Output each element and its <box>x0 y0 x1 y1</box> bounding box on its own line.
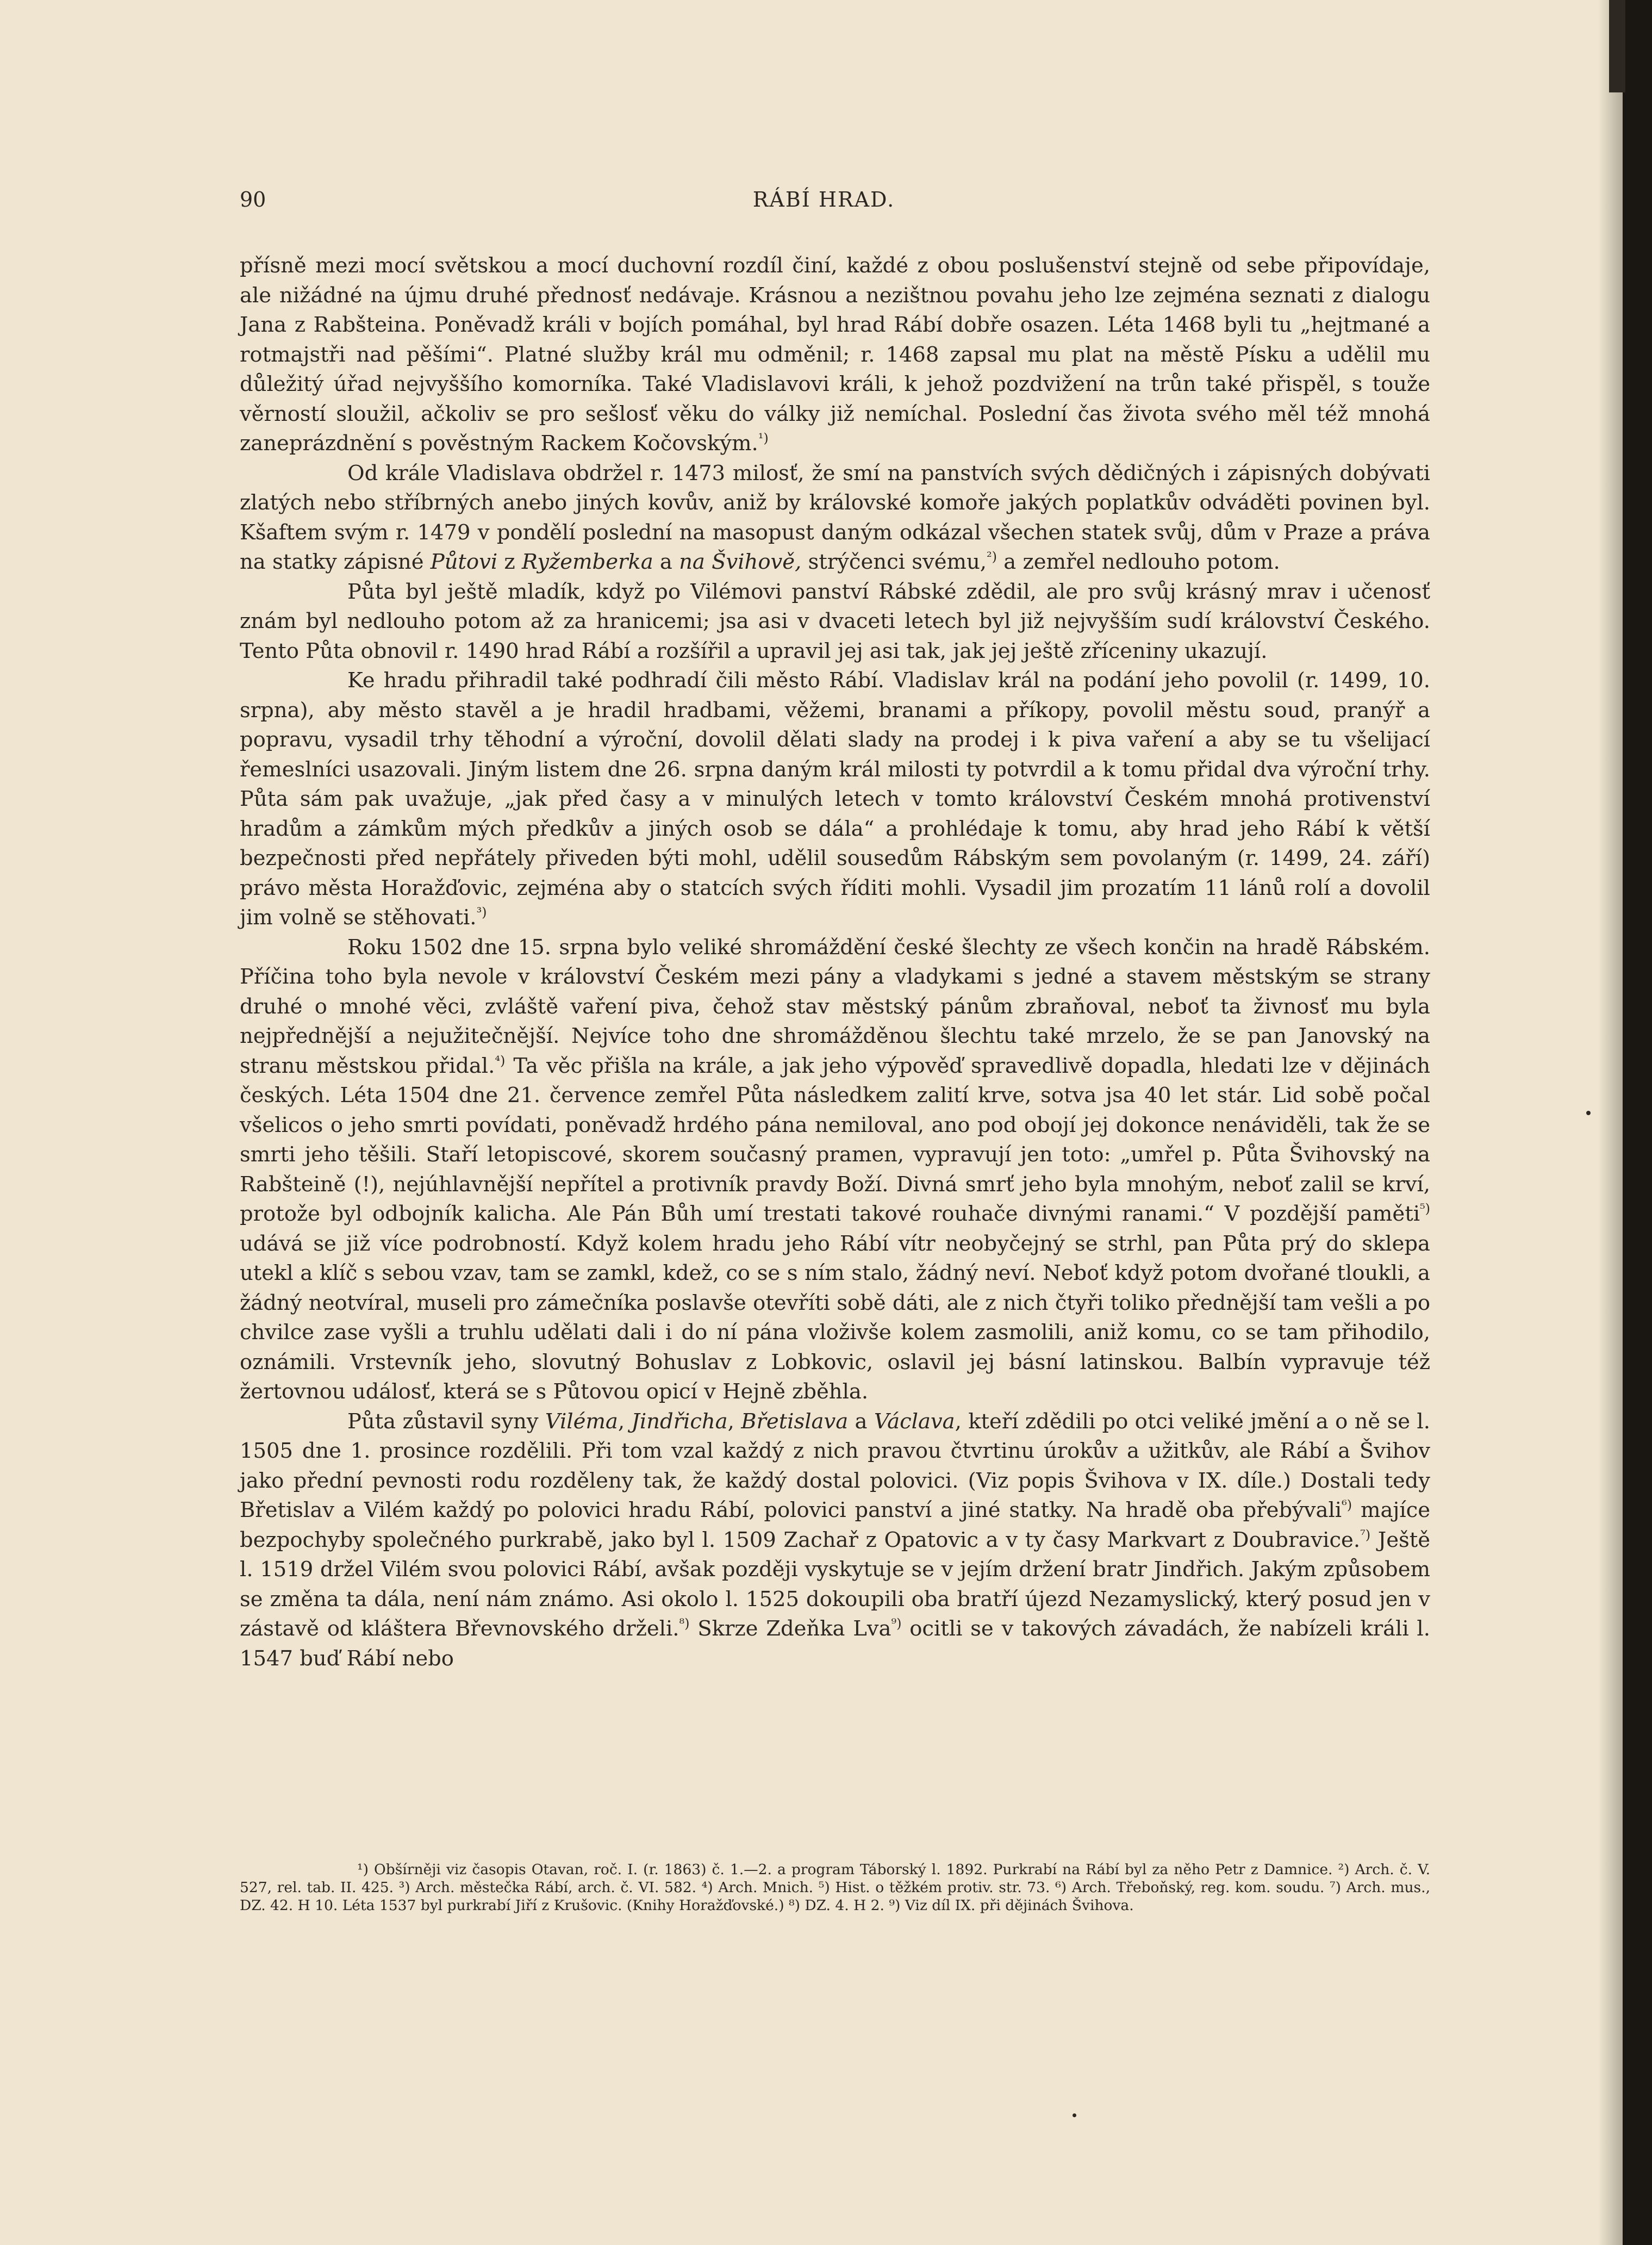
text-run: Ještě l. 1519 držel Vilém svou polovici Rábí, avšak později vyskytuje se v jejím držení bratr Jindřich. Jakým způsobem se změna ta dála, není nám známo. Asi okolo l. 1525 dokoupili oba bratří újezd Nezamyslický, který posud jen v zástavě od kláštera Břevnovského drželi. <box>240 1527 1430 1641</box>
footnote-reference: ⁹) <box>891 1616 902 1632</box>
text-run: majíce bezpochyby společného purkrabě, jako byl l. 1509 Zachař z Opatovic a v ty časy Markvart z Doubravice. <box>240 1498 1430 1552</box>
italic-name: Půtovi <box>430 550 498 574</box>
text-run: Půta zůstavil syny <box>347 1409 545 1434</box>
text-run: , kteří zdědili po otci veliké jmění a o ně se l. 1505 dne 1. prosince rozdělili. Při tom vzal každý z nich pravou čtvrtinu úrokův a užitkův, ale Rábí a Švihov jako přední pevnosti rodu rozděleny tak, že každý dostal polovici. (Viz popis Švihova v IX. díle.) Dostali tedy Břetislav a Vilém každý po polovici hradu Rábí, polovici panství a jiné statky. Na hradě oba přebývali <box>240 1409 1430 1522</box>
footnote-text: ¹) Obšírněji viz časopis Otavan, roč. I. (r. 1863) č. 1.—2. a program Táborský l. 1892. Purkrabí na Rábí byl za něho Petr z Damnice. ²) Arch. č. V. 527, rel. tab. II. 425. ³) Arch. městečka Rábí, arch. č. VI. 582. ⁴) Arch. Mnich. ⁵) Hist. o těžkém protiv. str. 73. ⁶) Arch. Třeboňský, reg. kom. soudu. ⁷) Arch. mus., DZ. 42. H 10. Léta 1537 byl purkrabí Jiří z Krušovic. (Knihy Horažďovské.) ⁸) DZ. 4. H 2. ⁹) Viz díl IX. při dějinách Švihova. <box>240 1861 1430 1914</box>
text-run: ocitli se v takových závadách, že nabízeli králi l. 1547 buď Rábí nebo <box>240 1616 1430 1671</box>
italic-name: Ryžemberka <box>521 550 653 574</box>
text-run: Skrze Zdeňka Lva <box>689 1616 892 1641</box>
page-number: 90 <box>240 188 266 212</box>
text-run: Od krále Vladislava obdržel r. 1473 milosť, že smí na panstvích svých dědičných i zápisných dobývati zlatých nebo stříbrných anebo jiných kovův, aniž by královské komoře jakých poplatkův odváděti povinen byl. Kšaftem svým r. 1479 v pondělí poslední na masopust daným odkázal všechen statek svůj, dům v Praze a práva na statky zápisné <box>240 461 1430 574</box>
text-run: Ke hradu přihradil také podhradí čili město Rábí. Vladislav král na podání jeho povolil (r. 1499, 10. srpna), aby město stavěl a je hradil hradbami, věžemi, branami a příkopy, povolil městu soud, pranýř a popravu, vysadil trhy těhodní a výroční, dovolil dělati slady na prodej i k piva vaření a aby se tu všelijací řemeslníci usazovali. Jiným listem dne 26. srpna daným král milosti ty potvrdil a k tomu přidal dva výroční trhy. Půta sám pak uvažuje, „jak před časy a v minulých letech v tomto království Českém mnohá protivenství hradům a zámkům mých předkův a jiných osob se dála“ a prohlédaje k tomu, aby hrad jeho Rábí k větší bezpečnosti před nepřátely přiveden býti mohl, udělil sousedům Rábským sem povolaným (r. 1499, 24. září) právo města Horažďovic, zejména aby o statcích svých říditi mohli. Vysadil jim prozatím 11 lánů rolí a dovolil jim volně se stěhovati. <box>240 668 1430 930</box>
text-run: strýčenci svému, <box>801 550 987 574</box>
main-text <box>240 251 1430 1674</box>
paragraph <box>240 666 1430 933</box>
italic-name: na Švihově, <box>679 550 802 574</box>
paragraph <box>240 459 1430 577</box>
italic-name: Břetislava <box>741 1409 849 1434</box>
running-header <box>240 188 1408 220</box>
italic-name: Viléma <box>545 1409 618 1434</box>
text-run: Roku 1502 dne 15. srpna bylo veliké shromáždění české šlechty ze všech končin na hradě Rábském. Příčina toho byla nevole v království Českém mezi pány a vladykami s jedné a stavem městským se strany druhé o mnohé věci, zvláště vaření piva, čehož stav městský pánům zbraňoval, neboť ta živnosť mu byla nejpřednější a nejužitečnější. Nejvíce toho dne shromážděnou šlechtu také mrzelo, že se pan Janovský na stranu městskou přidal. <box>240 935 1430 1078</box>
text-run: přísně mezi mocí světskou a mocí duchovní rozdíl činí, každé z obou poslušenství stejně od sebe připovídaje, ale nižádné na újmu druhé přednosť nedávaje. Krásnou a nezištnou povahu jeho lze zejména seznati z dialogu Jana z Rabšteina. Poněvadž králi v bojích pomáhal, byl hrad Rábí dobře osazen. Léta 1468 byli tu „hejtmané a rotmajstři nad pěšími“. Platné služby král mu odměnil; r. 1468 zapsal mu plat na městě Písku a udělil mu důležitý úřad nejvyššího komorníka. Také Vladislavovi králi, k jehož pozdvižení na trůn také přispěl, s touže věrností sloužil, ačkoliv se pro sešlosť věku do války již nemíchal. Poslední čas života svého měl též mnohá zaneprázdnění s pověstným Rackem Kočovským. <box>240 253 1430 456</box>
footnote-reference: ⁷) <box>1360 1527 1371 1543</box>
page-corner <box>1609 0 1625 92</box>
text-run: Půta byl ještě mladík, když po Vilémovi panství Rábské zdědil, ale pro svůj krásný mrav i učenosť znám byl nedlouho potom až za hranicemi; jsa asi v dvaceti letech byl již nejvyšším sudí království Českého. Tento Půta obnovil r. 1490 hrad Rábí a rozšířil a upravil jej asi tak, jak jej ještě zříceniny ukazují. <box>240 579 1430 663</box>
page-edge <box>1623 0 1652 2245</box>
text-run: , <box>727 1409 741 1434</box>
text-run: a <box>848 1409 874 1434</box>
margin-mark <box>1586 1111 1591 1115</box>
paragraph <box>240 577 1430 667</box>
footnote-reference: ⁴) <box>495 1053 506 1068</box>
text-run: udává se již více podrobností. Když kolem hradu jeho Rábí vítr neobyčejný se strhl, pan Půta prý do sklepa utekl a klíč s sebou vzav, tam se zamkl, kdež, co se s ním stalo, žádný neví. Neboť když potom dvořané tloukli, a žádný neotvíral, museli pro zámečníka poslavše otevříti sobě dáti, ale z nich čtyři toliko přednější tam vešli a po chvilce zase vyšli a truhlu udělati dali i do ní pána vloživše kolem zasmolili, aniž komu, co se tam přihodilo, oznámili. Vrstevník jeho, slovutný Bohuslav z Lobkovic, oslavil jej básní latinskou. Balbín vypravuje též žertovnou událosť, která se s Půtovou opicí v Hejně zběhla. <box>240 1231 1430 1404</box>
paragraph <box>240 1407 1430 1674</box>
footnote-reference: ³) <box>476 905 487 921</box>
text-run: a <box>653 550 679 574</box>
footnote-reference: ⁶) <box>1342 1497 1352 1513</box>
footnote-reference: ⁵) <box>1420 1201 1430 1217</box>
running-title: RÁBÍ HRAD. <box>752 188 895 212</box>
footnote-reference: ¹) <box>758 431 769 446</box>
text-run: z <box>497 550 522 574</box>
text-run: a zemřel nedlouho potom. <box>997 550 1280 574</box>
text-run: Ta věc přišla na krále, a jak jeho výpověď spravedlivě dopadla, hledati lze v dějinách českých. Léta 1504 dne 21. července zemřel Půta následkem zalití krve, sotva jsa 40 let stár. Lid sobě počal všelicos o jeho smrti povídati, poněvadž hrdého pána nemiloval, ano pod obojí jej dokonce nenáviděli, tak že se smrti jeho těšili. Staří letopiscové, skorem současný pramen, vypravují jen toto: „umřel p. Půta Švihovský na Rabšteině (!), nejúhlavnější nepřítel a protivník pravdy Boží. Divná smrť jeho byla mnohým, neboť zalil se krví, protože byl odbojník kalicha. Ale Pán Bůh umí trestati takové rouhače divnými ranami.“ V pozdější paměti <box>240 1053 1430 1226</box>
footnote-reference: ²) <box>987 549 998 565</box>
italic-name: Václava <box>874 1409 955 1434</box>
text-run: , <box>618 1409 632 1434</box>
paragraph <box>240 251 1430 459</box>
footnotes <box>240 1861 1430 1914</box>
italic-name: Jindřicha <box>631 1409 728 1434</box>
margin-mark <box>1073 2113 1076 2117</box>
page-gutter-shadow <box>1598 0 1625 2245</box>
footnote-reference: ⁸) <box>679 1616 690 1632</box>
paragraph <box>240 933 1430 1407</box>
